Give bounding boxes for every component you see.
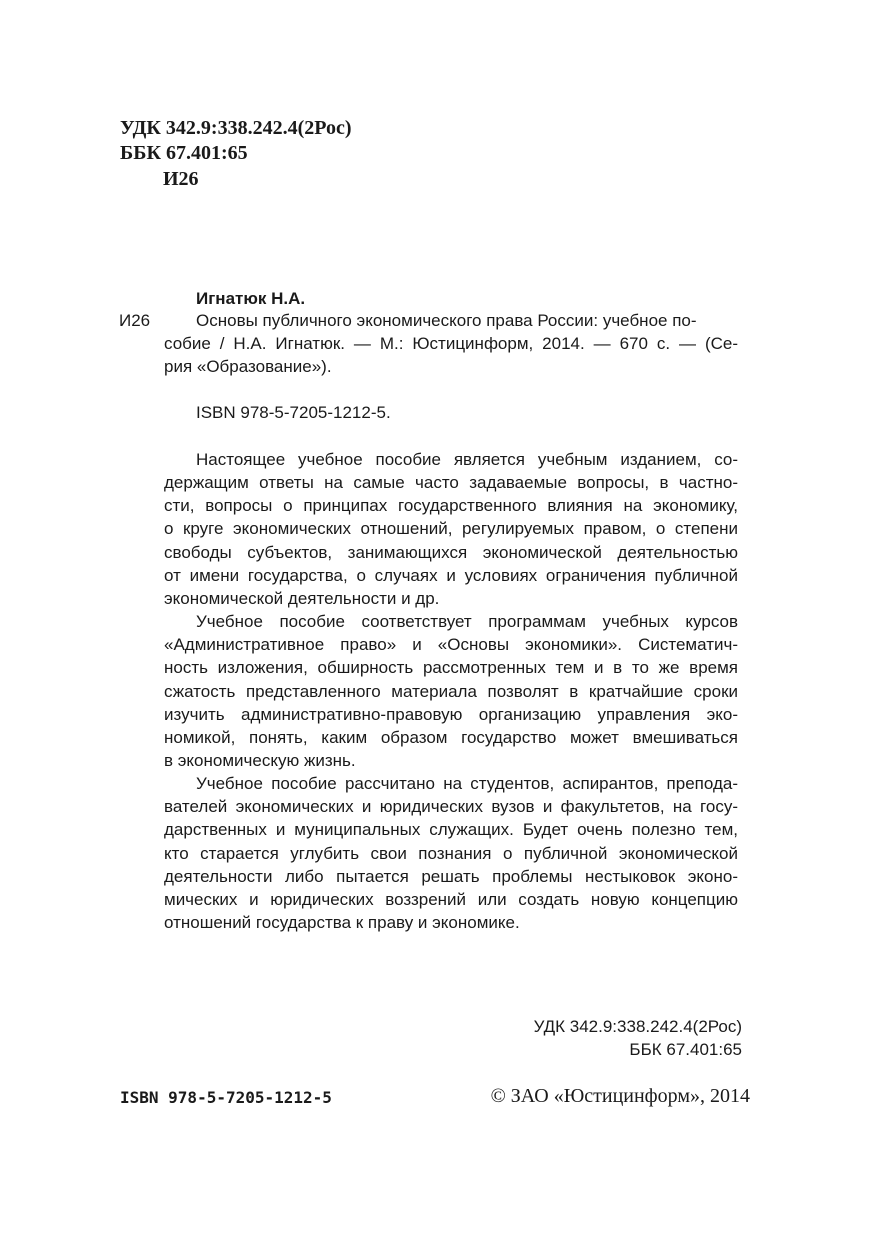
annotation-line: сжатость представленного материала позволят в кратчайшие сроки [164, 681, 738, 701]
bib-author-mark: И26 [119, 311, 151, 330]
annotation-line: свободы субъектов, занимающихся экономической деятельностью [164, 542, 738, 562]
header-bbk: ББК 67.401:65 [120, 142, 248, 164]
footer-bbk: ББК 67.401:65 [629, 1040, 742, 1059]
annotation-line: ность изложения, обширность рассмотренных тем и в то же время [164, 658, 738, 678]
annotation-line: в экономическую жизнь. [164, 750, 356, 770]
annotation-line: мических и юридических воззрений или создать новую концепцию [164, 889, 738, 909]
annotation-line: от имени государства, о случаях и условиях ограничения публичной [164, 565, 738, 585]
bottom-isbn: ISBN 978-5-7205-1212-5 [120, 1088, 332, 1107]
annotation-line: сти, вопросы о принципах государственного влияния на экономику, [164, 496, 738, 516]
annotation-line: дарственных и муниципальных служащих. Будет очень полезно тем, [164, 820, 738, 840]
annotation-line: экономической деятельности и др. [164, 588, 440, 608]
copyright-notice: © ЗАО «Юстицинформ», 2014 [490, 1085, 750, 1107]
bib-line: рия «Образование»). [164, 357, 332, 376]
annotation-line: деятельности либо пытается решать проблемы нестыковок эконо- [164, 866, 738, 886]
annotation-line: изучить административно-правовую организацию управления эко- [164, 704, 738, 724]
bibliographic-description [164, 309, 738, 332]
annotation-line: «Административное право» и «Основы экономики». Систематич- [164, 635, 738, 655]
annotation-line: о круге экономических отношений, регулируемых правом, о степени [164, 519, 738, 539]
bib-line: Основы публичного экономического права России: учебное по- [196, 311, 697, 330]
annotation-line: Настоящее учебное пособие является учебным изданием, со- [196, 450, 738, 469]
annotation-line: Учебное пособие рассчитано на студентов, аспирантов, препода- [196, 774, 738, 794]
annotation-line: Учебное пособие соответствует программам учебных курсов [196, 612, 738, 632]
header-author-mark: И26 [163, 168, 199, 190]
annotation-line: отношений государства к праву и экономике. [164, 913, 520, 932]
author-name: Игнатюк Н.А. [196, 289, 306, 308]
bib-line: собие / Н.А. Игнатюк. — М.: Юстицинформ, 2014. — 670 с. — (Се- [164, 334, 738, 353]
footer-udk: УДК 342.9:338.242.4(2Рос) [533, 1017, 742, 1036]
annotation-line: вателей экономических и юридических вузов и факультетов, на госу- [164, 797, 738, 817]
annotation-line: держащим ответы на самые часто задаваемые вопросы, в частно- [164, 473, 738, 493]
bib-isbn: ISBN 978-5-7205-1212-5. [196, 403, 391, 422]
header-udk: УДК 342.9:338.242.4(2Рос) [120, 117, 352, 139]
annotation-line: номикой, понять, каким образом государство может вмешиваться [164, 727, 738, 747]
annotation-line: кто старается углубить свои познания о публичной экономической [164, 843, 738, 863]
